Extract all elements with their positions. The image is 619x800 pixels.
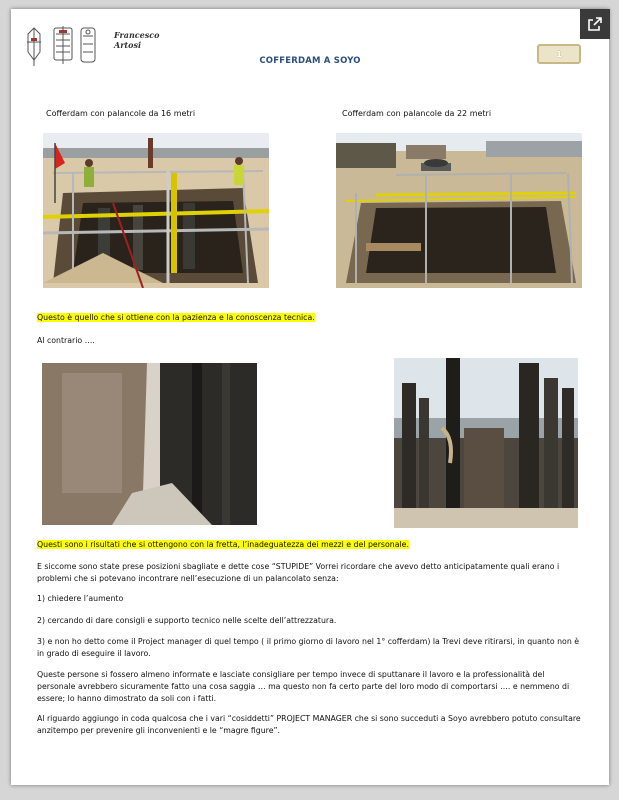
highlight-quote-1: [37, 312, 583, 324]
page-number-badge: 1: [537, 44, 581, 64]
logo-text-line1: Francesco: [114, 30, 160, 40]
document-title: COFFERDAM A SOYO: [259, 56, 361, 66]
photo-cofferdam-22m: [336, 133, 582, 288]
list-item-3: 3) e non ho detto come il Project manager di quel tempo ( il primo giorno di lavoro nel 1° cofferdam) la Trevi deve ritirarsi, in quanto non è in grado di eseguire il lavoro.: [37, 637, 580, 658]
paragraph-2: Queste persone si fossero almeno informate e lasciate consigliare per tempo invece di sputtanare il lavoro e la professionalità del personale avrebbero sicuramente fatto una cosa saggia … ma questo non fa certo parte del loro modo di comportarsi …. e nemmeno di essere; lo hanno dimostrato da soli con i fatti.: [37, 670, 570, 703]
caption-left: Cofferdam con palancole da 16 metri: [46, 109, 196, 118]
external-link-icon: [587, 16, 603, 32]
list-item-1: 1) chiedere l’aumento: [37, 594, 124, 603]
list-item-2: 2) cercando di dare consigli e supporto tecnico nelle scelte dell’attrezzatura.: [37, 616, 337, 625]
al-contrario-text: Al contrario ….: [37, 336, 95, 345]
photo-cofferdam-16m: [43, 133, 269, 288]
caption-right: Cofferdam con palancole da 22 metri: [342, 109, 492, 118]
photo-sheet-pile-closeup: [42, 363, 257, 525]
open-in-new-button[interactable]: [580, 9, 610, 39]
highlight-quote-2: [37, 539, 583, 551]
logo-text-line2: Artosi: [114, 40, 141, 50]
paragraph-3: Al riguardo aggiungo in coda qualcosa che i vari “cosiddetti” PROJECT MANAGER che si sono succeduti a Soyo avrebbero potuto consultare anzitempo per prevenire gli inconvenienti e le “magre figure”.: [37, 714, 581, 735]
paragraph-1: E siccome sono state prese posizioni sbagliate e dette cose “STUPIDE” Vorrei ricordare che avevo detto anticipatamente quali erano i problemi che si potevano incontrare nell’esecuzione di un palancolato senza:: [37, 562, 560, 583]
photo-sheet-piles-standing: [394, 358, 578, 528]
highlight-text-1: Questo è quello che si ottiene con la pazienza e la conoscenza tecnica.: [37, 313, 315, 322]
highlight-text-2: Questi sono i risultati che si ottengono con la fretta, l’inadeguatezza dei mezzi e del personale.: [37, 540, 409, 549]
logo-text: [114, 30, 159, 50]
document-page: [11, 9, 609, 785]
